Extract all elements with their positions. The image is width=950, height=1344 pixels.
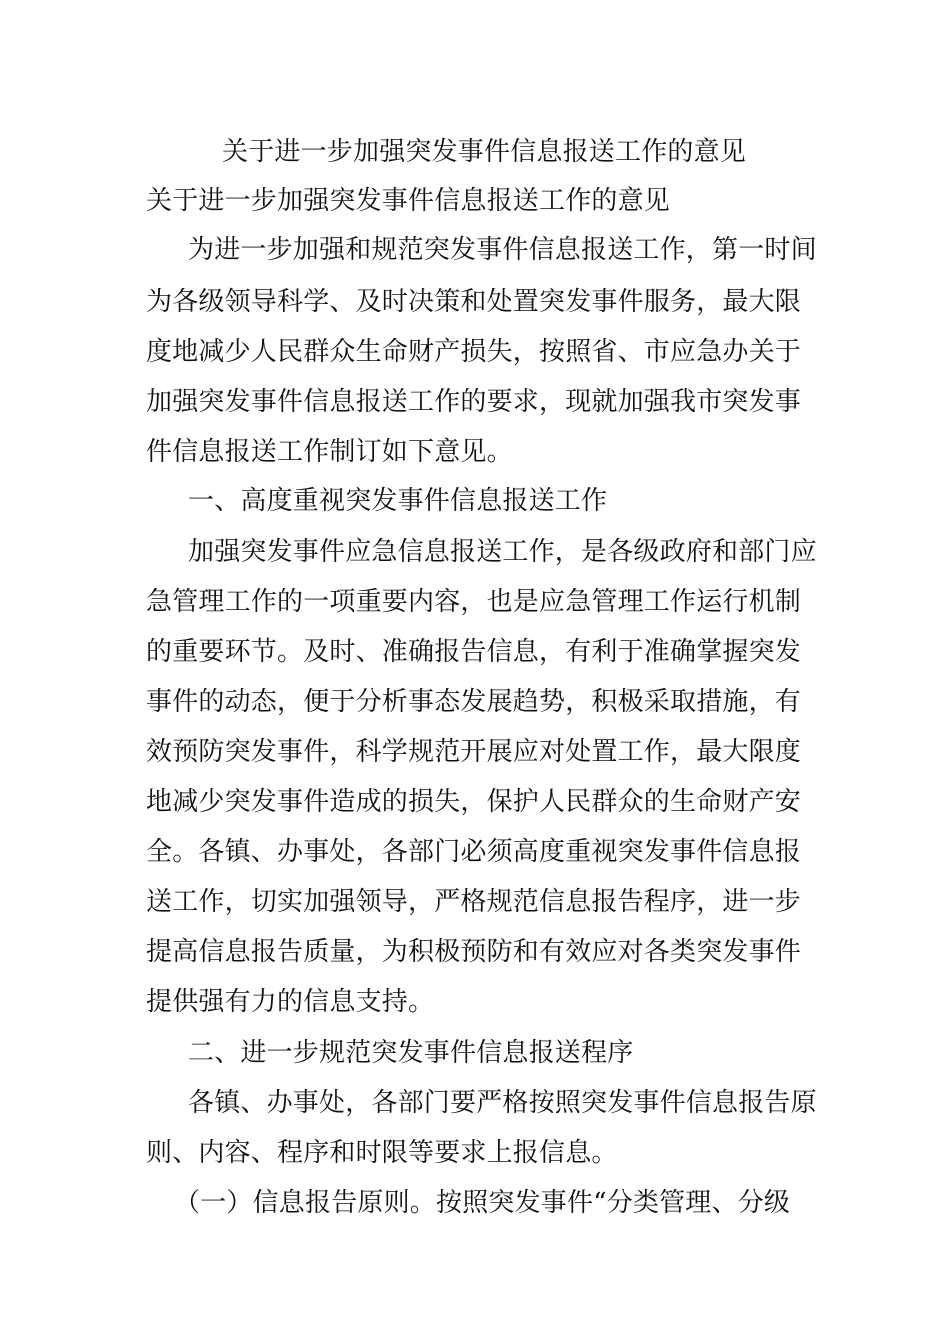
paragraph-line: 地减少突发事件造成的损失，保护人民群众的生命财产安: [146, 787, 802, 817]
document-title: 关于进一步加强突发事件信息报送工作的意见: [222, 137, 747, 167]
paragraph-line: 各镇、办事处，各部门要严格按照突发事件信息报告原: [188, 1088, 817, 1118]
paragraph-line: 提供强有力的信息支持。: [146, 987, 435, 1017]
section-heading: 二、进一步规范突发事件信息报送程序: [188, 1038, 634, 1068]
paragraph-line: 件信息报送工作制订如下意见。: [146, 437, 513, 467]
paragraph-line: 为进一步加强和规范突发事件信息报送工作，第一时间: [188, 235, 817, 265]
paragraph-line: 加强突发事件应急信息报送工作，是各级政府和部门应: [188, 537, 817, 567]
paragraph-line: 加强突发事件信息报送工作的要求，现就加强我市突发事: [146, 387, 802, 417]
paragraph-line: 度地减少人民群众生命财产损失，按照省、市应急办关于: [146, 337, 802, 367]
paragraph-line: 则、内容、程序和时限等要求上报信息。: [146, 1138, 618, 1168]
paragraph-line: 的重要环节。及时、准确报告信息，有利于准确掌握突发: [146, 637, 802, 667]
section-heading: 一、高度重视突发事件信息报送工作: [188, 486, 608, 516]
document-subtitle: 关于进一步加强突发事件信息报送工作的意见: [146, 186, 671, 216]
paragraph-line: 全。各镇、办事处，各部门必须高度重视突发事件信息报: [146, 837, 802, 867]
subsection-line: （一）信息报告原则。按照突发事件“分类管理、分级: [174, 1188, 791, 1218]
paragraph-line: 提高信息报告质量，为积极预防和有效应对各类突发事件: [146, 937, 802, 967]
paragraph-line: 急管理工作的一项重要内容，也是应急管理工作运行机制: [146, 587, 802, 617]
paragraph-line: 送工作，切实加强领导，严格规范信息报告程序，进一步: [146, 887, 802, 917]
paragraph-line: 事件的动态，便于分析事态发展趋势，积极采取措施，有: [146, 687, 802, 717]
paragraph-line: 为各级领导科学、及时决策和处置突发事件服务，最大限: [146, 287, 802, 317]
paragraph-line: 效预防突发事件，科学规范开展应对处置工作，最大限度: [146, 737, 802, 767]
